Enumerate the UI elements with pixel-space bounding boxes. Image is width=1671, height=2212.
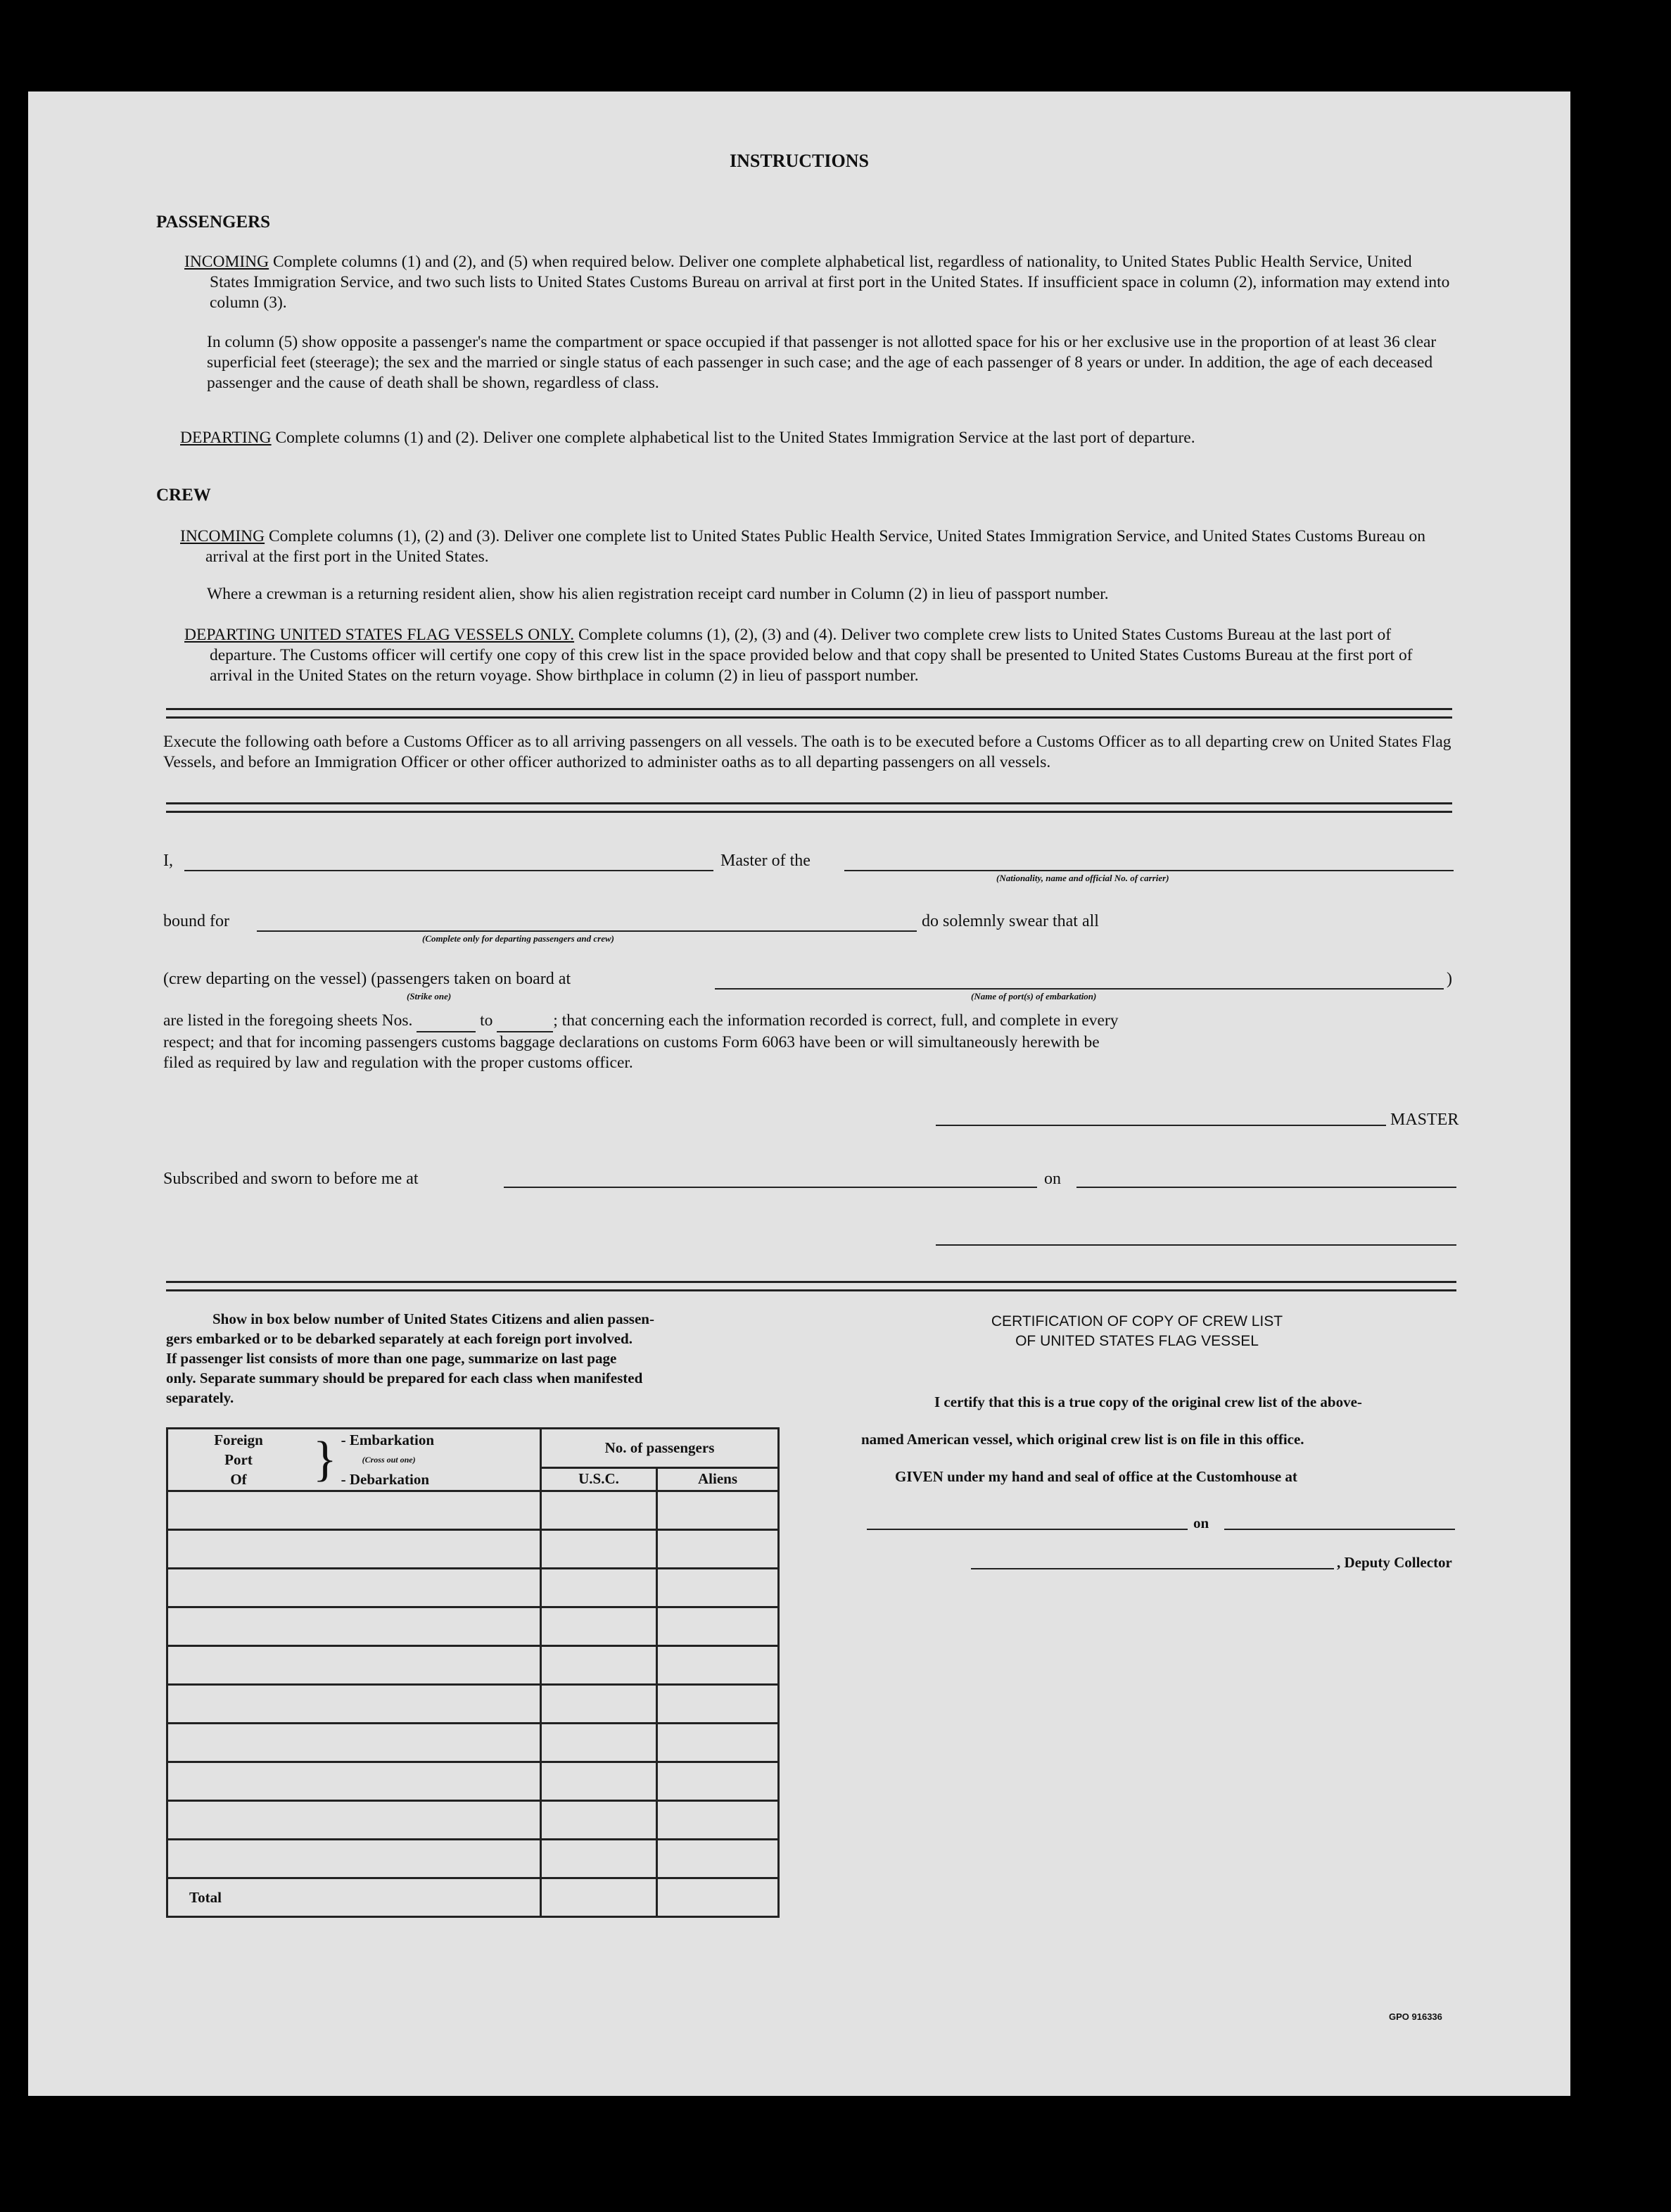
- port-cell[interactable]: [167, 1491, 541, 1530]
- aliens-cell[interactable]: [657, 1491, 779, 1530]
- sheet-to-field[interactable]: [497, 1011, 553, 1032]
- crew-incoming-paragraph: [180, 526, 1455, 567]
- summary-line-2: gers embarked or to be debarked separately at each foreign port involved.: [166, 1330, 633, 1347]
- subscribed-on-label: on: [1044, 1170, 1061, 1188]
- carrier-note: (Nationality, name and official No. of carrier): [996, 873, 1169, 883]
- gpo-number: GPO 916336: [1389, 2011, 1442, 2022]
- subscribed-date-field[interactable]: [1076, 1187, 1456, 1188]
- port-cell[interactable]: [167, 1646, 541, 1685]
- summary-line-1: Show in box below number of United States Citizens and alien passen-: [212, 1310, 654, 1327]
- aliens-cell[interactable]: [657, 1840, 779, 1878]
- aliens-header: Aliens: [657, 1467, 779, 1491]
- cross-out-note: (Cross out one): [362, 1455, 416, 1465]
- crew-incoming-text: Complete columns (1), (2) and (3). Deliver one complete list to United States Public Health Service, United States Immigration Service, and United States Customs Bureau on arrival at the first port in the United States.: [205, 527, 1425, 566]
- page-title: INSTRUCTIONS: [730, 151, 869, 171]
- deputy-collector-label: , Deputy Collector: [1337, 1554, 1452, 1571]
- passengers-departing-label: DEPARTING: [180, 429, 272, 447]
- listed-text-c: respect; and that for incoming passengers customs baggage declarations on customs Form 6063 have been or will simultaneously herewith be: [163, 1033, 1100, 1051]
- crew-heading: CREW: [156, 486, 211, 505]
- port-cell[interactable]: [167, 1685, 541, 1724]
- close-paren: ): [1447, 970, 1452, 988]
- usc-cell[interactable]: [541, 1569, 657, 1607]
- aliens-cell[interactable]: [657, 1724, 779, 1762]
- bound-for-note: (Complete only for departing passengers and crew): [422, 933, 614, 944]
- usc-cell[interactable]: [541, 1685, 657, 1724]
- crew-incoming-label: INCOMING: [180, 527, 265, 545]
- certification-title: [891, 1312, 1383, 1351]
- master-signature-field[interactable]: [936, 1125, 1386, 1126]
- certification-title-1: CERTIFICATION OF COPY OF CREW LIST: [991, 1313, 1283, 1329]
- certification-on-label: on: [1193, 1515, 1209, 1531]
- passengers-incoming-paragraph: [184, 252, 1455, 313]
- usc-cell[interactable]: [541, 1607, 657, 1646]
- foreign-port-header: [167, 1429, 541, 1491]
- port-cell[interactable]: [167, 1762, 541, 1801]
- usc-cell[interactable]: [541, 1840, 657, 1878]
- swear-text: do solemnly swear that all: [922, 912, 1099, 930]
- embarkation-port-field[interactable]: [715, 988, 1444, 990]
- summary-line-3: If passenger list consists of more than one page, summarize on last page: [166, 1350, 617, 1367]
- certification-line-3: GIVEN under my hand and seal of office at the Customhouse at: [895, 1468, 1297, 1485]
- passengers-incoming-text: Complete columns (1) and (2), and (5) when required below. Deliver one complete alphabetical list, regardless of nationality, to United States Public Health Service, United States Immigration Service, and two such lists to United States Customs Bureau on arrival at first port in the United States. If insufficient space in column (2), information may extend into column (3).: [210, 253, 1450, 312]
- usc-cell[interactable]: [541, 1646, 657, 1685]
- passengers-departing-paragraph: [180, 428, 1455, 448]
- aliens-cell[interactable]: [657, 1685, 779, 1724]
- crew-departing-paragraph: [184, 625, 1455, 686]
- master-name-field[interactable]: [184, 870, 713, 871]
- strike-note: (Strike one): [407, 991, 452, 1001]
- listed-text-b: ; that concerning each the information recorded is correct, full, and complete in every: [553, 1011, 1119, 1030]
- summary-line-5: separately.: [166, 1389, 234, 1406]
- deputy-collector-signature-field[interactable]: [971, 1568, 1334, 1569]
- debarkation-label: - Debarkation: [341, 1471, 430, 1488]
- double-rule: [166, 1281, 1456, 1291]
- embarkation-label: - Embarkation: [341, 1432, 435, 1448]
- aliens-cell[interactable]: [657, 1646, 779, 1685]
- of-label: Of: [230, 1471, 247, 1488]
- certification-title-2: OF UNITED STATES FLAG VESSEL: [1015, 1333, 1259, 1349]
- passengers-column5-paragraph: In column (5) show opposite a passenger's name the compartment or space occupied if that passenger is not allotted space for his or her exclusive use in the proportion of at least 36 clear superficial feet (steerage); the sex and the married or single status of each passenger in such case; and the age of each passenger of 8 years or under. In addition, the age of each deceased passenger and the cause of death shall be shown, regardless of class.: [207, 333, 1437, 392]
- oath-i-label: I,: [163, 852, 173, 870]
- port-cell[interactable]: [167, 1801, 541, 1840]
- listed-text-a: are listed in the foregoing sheets Nos.: [163, 1011, 413, 1030]
- certification-date-field[interactable]: [1224, 1529, 1455, 1530]
- summary-line-4: only. Separate summary should be prepared for each class when manifested: [166, 1370, 643, 1386]
- usc-cell[interactable]: [541, 1491, 657, 1530]
- usc-cell[interactable]: [541, 1724, 657, 1762]
- port-cell[interactable]: [167, 1607, 541, 1646]
- total-label: Total: [167, 1878, 541, 1917]
- foreign-label: Foreign: [214, 1432, 263, 1448]
- customhouse-field[interactable]: [867, 1529, 1188, 1530]
- aliens-cell[interactable]: [657, 1801, 779, 1840]
- usc-cell[interactable]: [541, 1530, 657, 1569]
- aliens-total-cell[interactable]: [657, 1878, 779, 1917]
- certification-line-2: named American vessel, which original crew list is on file in this office.: [861, 1431, 1304, 1448]
- aliens-cell[interactable]: [657, 1607, 779, 1646]
- listed-paragraph: [163, 1011, 1455, 1073]
- crew-departing-label: DEPARTING UNITED STATES FLAG VESSELS ONLY.: [184, 626, 575, 644]
- port-cell[interactable]: [167, 1569, 541, 1607]
- master-label: MASTER: [1390, 1111, 1459, 1129]
- master-of-the-label: Master of the: [720, 852, 811, 870]
- crew-alien-paragraph: Where a crewman is a returning resident alien, show his alien registration receipt card number in Column (2) in lieu of passport number.: [207, 585, 1109, 603]
- crew-departing-text: Complete columns (1), (2), (3) and (4). Deliver two complete crew lists to United States Customs Bureau at the last port of departure. The Customs officer will certify one copy of this crew list in the space provided below and that copy shall be presented to United States Customs Bureau at the first port of arrival in the United States on the return voyage. Show birthplace in column (2) in lieu of passport number.: [210, 626, 1413, 685]
- port-note: (Name of port(s) of embarkation): [971, 991, 1097, 1001]
- certification-text: [861, 1393, 1480, 1486]
- subscribed-label: Subscribed and sworn to before me at: [163, 1170, 419, 1188]
- oath-instructions: Execute the following oath before a Customs Officer as to all arriving passengers on all vessels. The oath is to be executed before a Customs Officer as to all departing crew on United States Flag Vessels, and before an Immigration Officer or other officer authorized to administer oaths as to all departing passengers on all vessels.: [163, 733, 1451, 771]
- officer-signature-field[interactable]: [936, 1244, 1456, 1246]
- port-cell[interactable]: [167, 1530, 541, 1569]
- aliens-cell[interactable]: [657, 1569, 779, 1607]
- bound-for-label: bound for: [163, 912, 229, 930]
- port-cell[interactable]: [167, 1840, 541, 1878]
- bound-for-field[interactable]: [257, 930, 917, 932]
- brace-icon: }: [313, 1432, 337, 1486]
- double-rule: [166, 708, 1452, 719]
- passengers-incoming-label: INCOMING: [184, 253, 269, 271]
- sheet-from-field[interactable]: [417, 1011, 476, 1032]
- no-passengers-header: No. of passengers: [541, 1429, 779, 1468]
- subscribed-place-field[interactable]: [504, 1187, 1037, 1188]
- passengers-departing-text: Complete columns (1) and (2). Deliver one complete alphabetical list to the United States Immigration Service at the last port of departure.: [271, 429, 1195, 447]
- port-cell[interactable]: [167, 1724, 541, 1762]
- listed-to: to: [480, 1011, 493, 1030]
- passenger-summary-table: [166, 1427, 780, 1918]
- carrier-field[interactable]: [844, 870, 1454, 871]
- summary-instructions: [166, 1309, 785, 1408]
- usc-cell[interactable]: [541, 1762, 657, 1801]
- double-rule: [166, 802, 1452, 813]
- usc-header: U.S.C.: [541, 1467, 657, 1491]
- crew-passengers-label: (crew departing on the vessel) (passengers taken on board at: [163, 970, 571, 988]
- form-page: [28, 91, 1570, 2096]
- listed-text-d: filed as required by law and regulation with the proper customs officer.: [163, 1054, 633, 1072]
- aliens-cell[interactable]: [657, 1762, 779, 1801]
- aliens-cell[interactable]: [657, 1530, 779, 1569]
- certification-line-1: I certify that this is a true copy of the original crew list of the above-: [934, 1393, 1362, 1410]
- usc-cell[interactable]: [541, 1801, 657, 1840]
- passengers-heading: PASSENGERS: [156, 213, 271, 232]
- port-label: Port: [224, 1451, 253, 1468]
- usc-total-cell[interactable]: [541, 1878, 657, 1917]
